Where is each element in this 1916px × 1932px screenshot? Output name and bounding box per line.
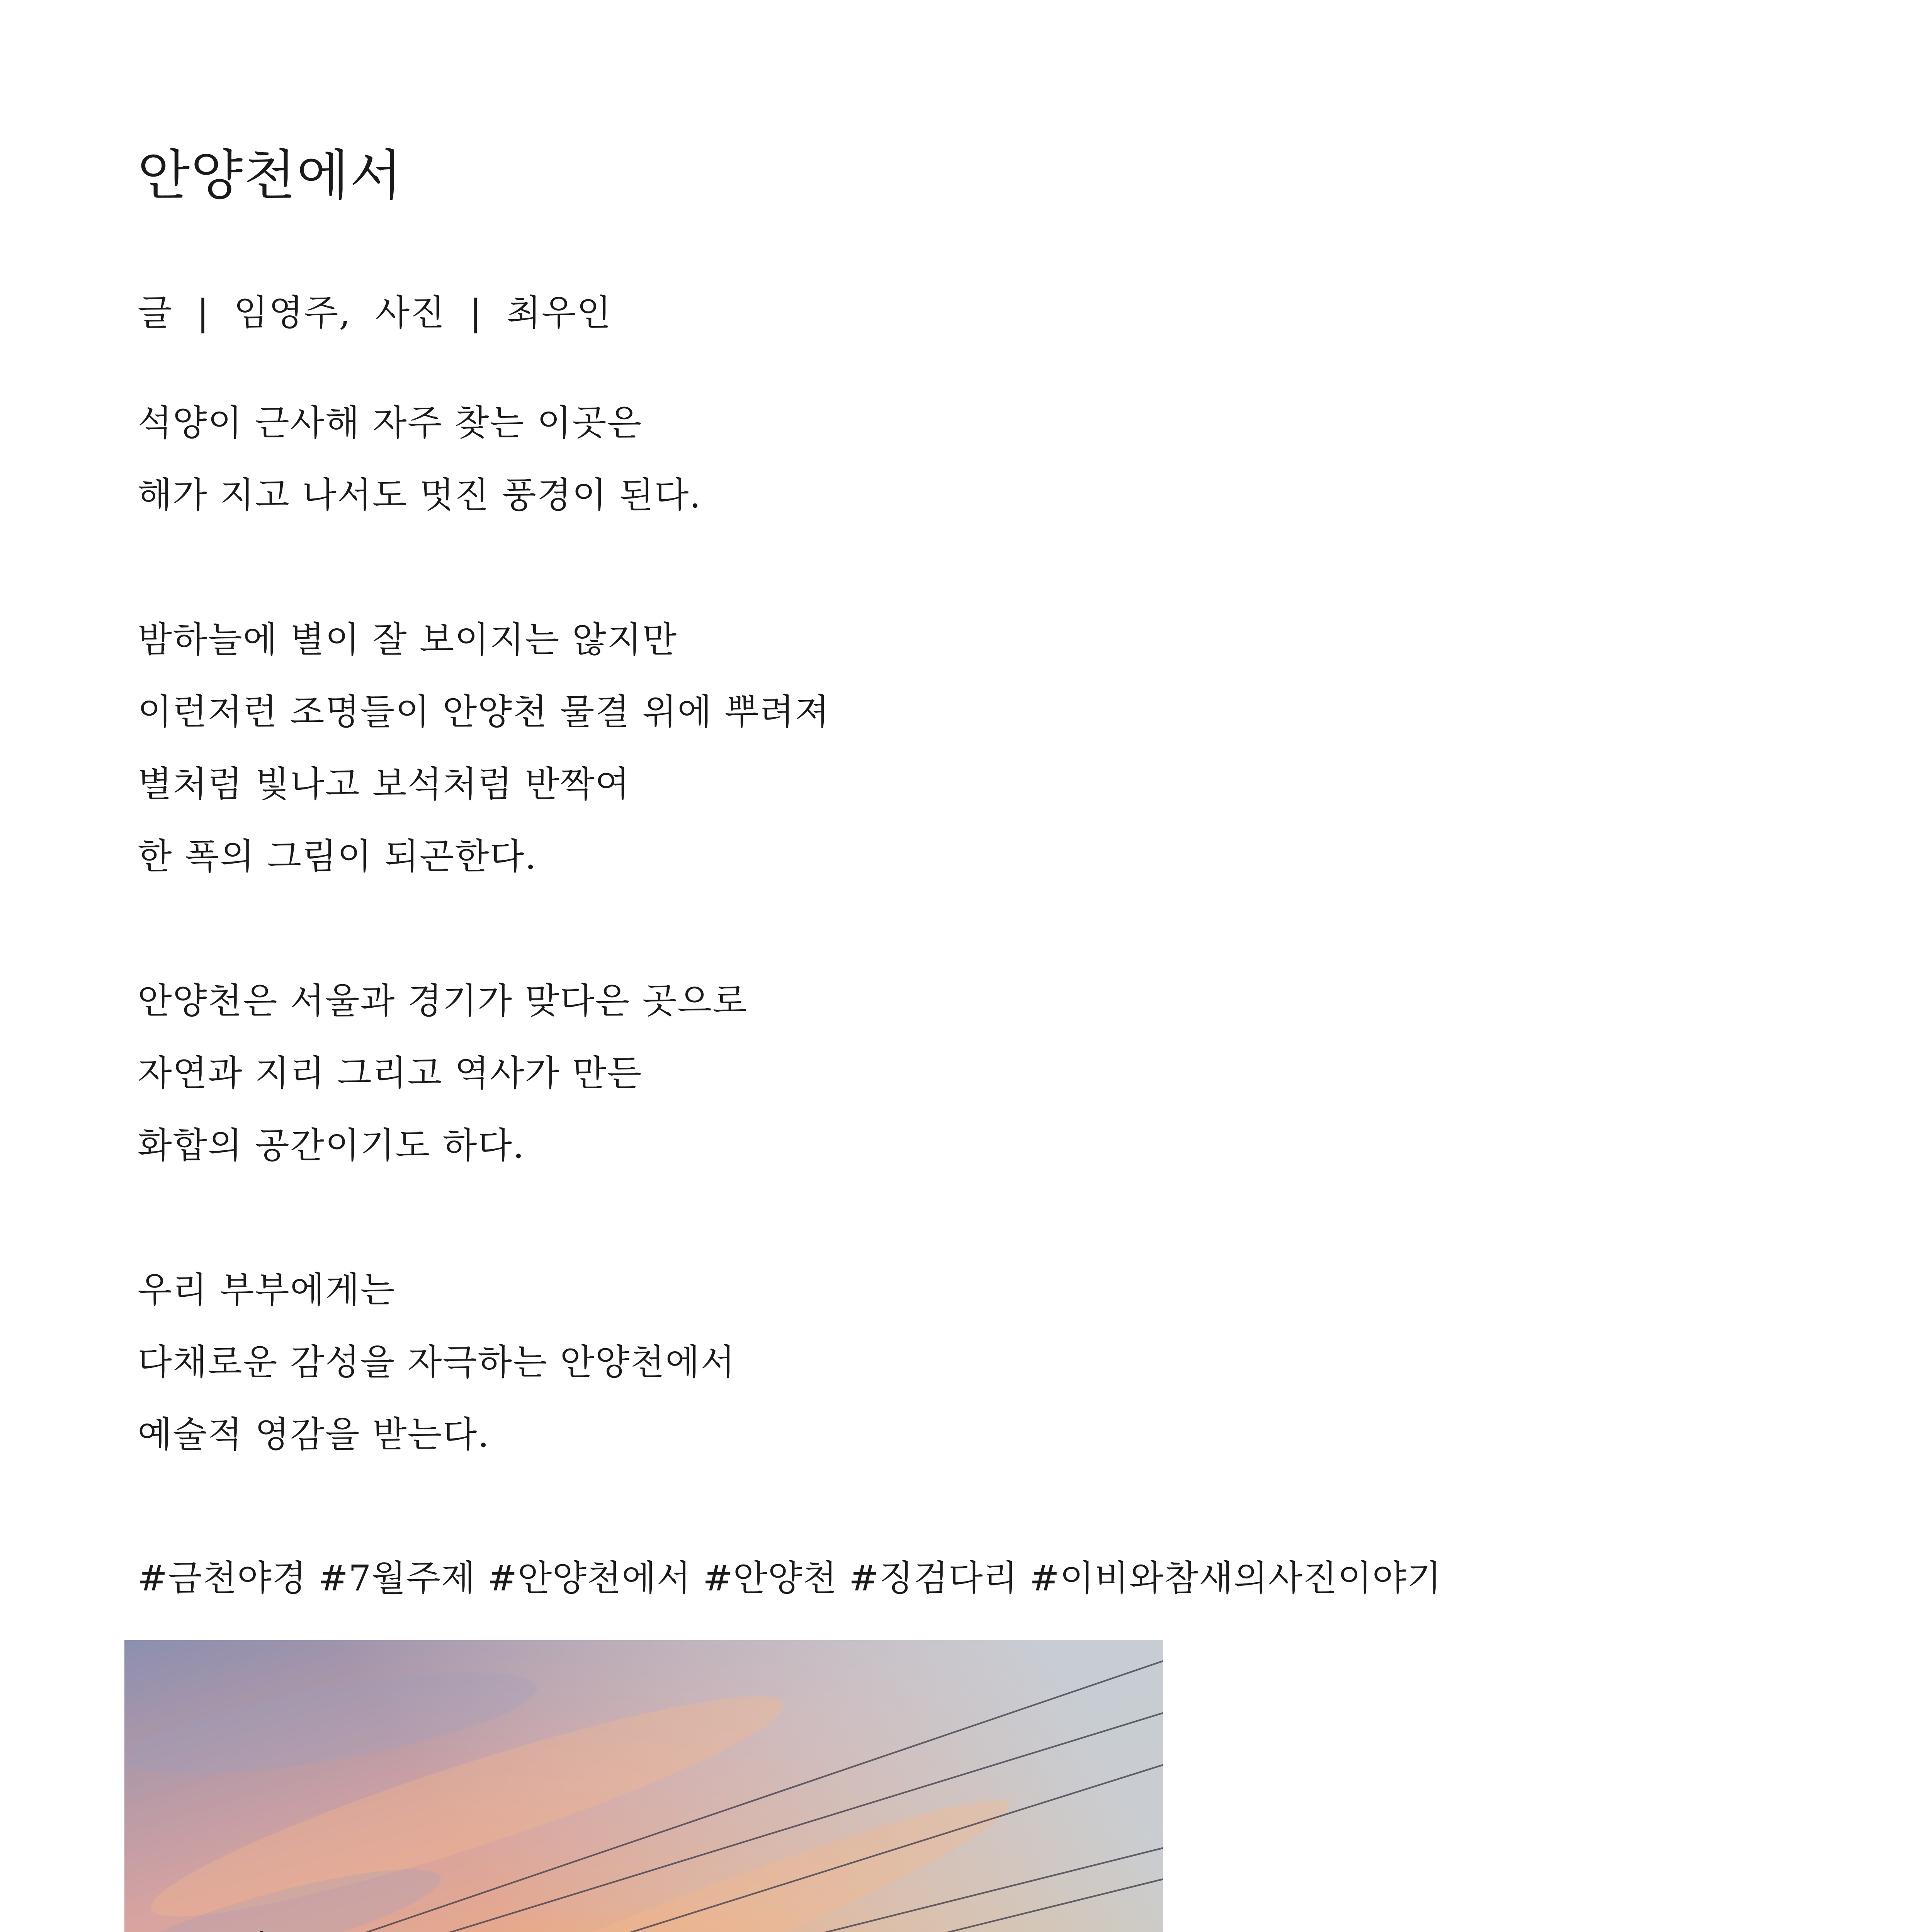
sunset-photo (124, 1640, 1163, 1932)
poem-line: 안양천은 서울과 경기가 맞다은 곳으로 (138, 980, 748, 1022)
stanza-gap (138, 1193, 830, 1265)
poem-line: 예술적 영감을 받는다. (138, 1414, 490, 1455)
hashtags: #금천야경 #7월주제 #안양천에서 #안양천 #징검다리 #이비와참새의사진이야기 (138, 1558, 1442, 1599)
poem-line: 밤하늘에 별이 잘 보이지는 않지만 (138, 619, 678, 660)
stanza-gap (138, 904, 830, 976)
byline: 글 | 임영주, 사진 | 최우인 (138, 292, 612, 333)
poem-line: 우리 부부에게는 (138, 1269, 396, 1311)
poem-line: 화합의 공간이기도 하다. (138, 1125, 525, 1166)
stanza-gap (138, 543, 830, 615)
poem-line: 해가 지고 나서도 멋진 풍경이 된다. (138, 474, 702, 516)
poem-line: 이런저런 조명들이 안양천 물결 위에 뿌려져 (138, 691, 830, 733)
poem-line: 한 폭의 그림이 되곤한다. (138, 836, 537, 877)
poem-body (138, 398, 830, 1482)
poem-line: 별처럼 빛나고 보석처럼 반짝여 (138, 764, 631, 805)
poem-line: 다채로운 감성을 자극하는 안양천에서 (138, 1342, 736, 1383)
page-title: 안양천에서 (138, 144, 403, 207)
poem-line: 석양이 근사해 자주 찾는 이곳은 (138, 402, 643, 444)
poem-line: 자연과 지리 그리고 역사가 만든 (138, 1053, 643, 1094)
